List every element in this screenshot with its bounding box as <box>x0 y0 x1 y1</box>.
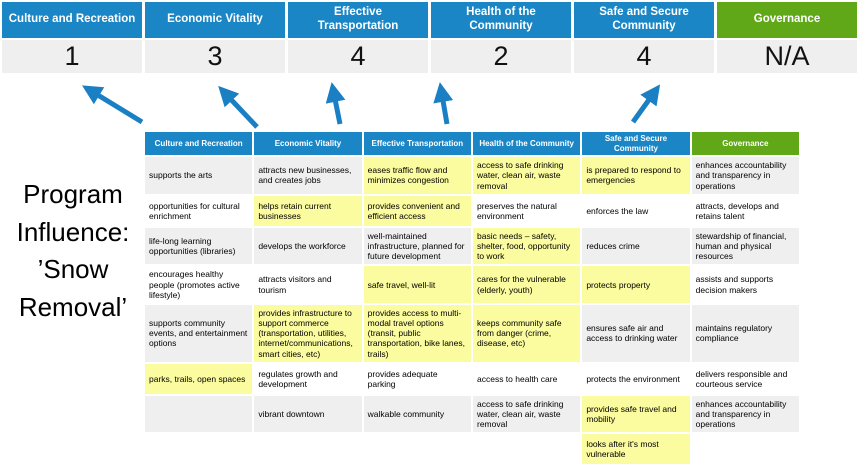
matrix-cell: enhances accountability and transparency in operations <box>692 157 799 194</box>
matrix-cell <box>692 434 799 464</box>
scoreboard <box>2 2 857 73</box>
matrix-cell: helps retain current businesses <box>254 196 361 226</box>
matrix-row <box>145 157 799 194</box>
matrix-cell: regulates growth and development <box>254 364 361 394</box>
matrix-cell: safe travel, well-lit <box>364 266 471 303</box>
score-box-value: 4 <box>288 40 428 73</box>
score-box-value: 4 <box>574 40 714 73</box>
matrix-cell: supports community events, and entertainment options <box>145 305 252 362</box>
score-box-value: 1 <box>2 40 142 73</box>
matrix-cell: is prepared to respond to emergencies <box>582 157 689 194</box>
matrix-cell: keeps community safe from danger (crime, disease, etc) <box>473 305 580 362</box>
matrix-row <box>145 228 799 265</box>
matrix-header-row <box>145 132 799 155</box>
score-box-header: Health of the Community <box>431 2 571 38</box>
matrix-cell: protects the environment <box>582 364 689 394</box>
matrix-cell <box>473 434 580 464</box>
matrix-cell: supports the arts <box>145 157 252 194</box>
influence-table <box>143 130 801 465</box>
matrix-cell: provides infrastructure to support commerce (transportation, utilities, internet/communications, smart cities, etc) <box>254 305 361 362</box>
matrix-column-header: Economic Vitality <box>254 132 361 155</box>
matrix-cell: parks, trails, open spaces <box>145 364 252 394</box>
matrix-column-header: Culture and Recreation <box>145 132 252 155</box>
matrix-cell <box>364 434 471 464</box>
score-box-header: Governance <box>717 2 857 38</box>
matrix-cell: basic needs – safety, shelter, food, opportunity to work <box>473 228 580 265</box>
matrix-cell: well-maintained infrastructure, planned for future development <box>364 228 471 265</box>
matrix-cell: enhances accountability and transparency in operations <box>692 396 799 433</box>
matrix-row <box>145 434 799 464</box>
score-box-header: Safe and Secure Community <box>574 2 714 38</box>
matrix-cell: encourages healthy people (promotes active lifestyle) <box>145 266 252 303</box>
matrix-cell: looks after it's most vulnerable <box>582 434 689 464</box>
matrix-row <box>145 266 799 303</box>
matrix-cell: attracts, develops and retains talent <box>692 196 799 226</box>
matrix-cell: provides access to multi-modal travel options (transit, public transportation, bike lanes, trails) <box>364 305 471 362</box>
matrix-cell: access to safe drinking water, clean air, waste removal <box>473 157 580 194</box>
matrix-cell: maintains regulatory compliance <box>692 305 799 362</box>
matrix-cell: walkable community <box>364 396 471 433</box>
matrix-body <box>145 157 799 464</box>
matrix-row <box>145 364 799 394</box>
matrix-row <box>145 396 799 433</box>
score-box-header: Economic Vitality <box>145 2 285 38</box>
influence-arrow <box>633 90 656 122</box>
matrix-cell: provides convenient and efficient access <box>364 196 471 226</box>
matrix-column-header: Governance <box>692 132 799 155</box>
matrix-cell: opportunities for cultural enrichment <box>145 196 252 226</box>
matrix-cell: eases traffic flow and minimizes congestion <box>364 157 471 194</box>
matrix-cell <box>145 434 252 464</box>
matrix-cell: attracts visitors and tourism <box>254 266 361 303</box>
program-title: Program Influence: ’Snow Removal’ <box>16 179 130 323</box>
influence-arrow <box>223 91 257 127</box>
matrix-cell: develops the workforce <box>254 228 361 265</box>
influence-arrow <box>88 89 142 122</box>
matrix-cell: enforces the law <box>582 196 689 226</box>
matrix-cell: protects property <box>582 266 689 303</box>
matrix-cell: provides adequate parking <box>364 364 471 394</box>
matrix-row <box>145 305 799 362</box>
influence-arrow <box>441 89 447 124</box>
influence-matrix <box>143 130 801 465</box>
score-box-header: Culture and Recreation <box>2 2 142 38</box>
matrix-cell <box>254 434 361 464</box>
score-box-header: Effective Transportation <box>288 2 428 38</box>
matrix-cell: access to safe drinking water, clean air, waste removal <box>473 396 580 433</box>
matrix-cell: reduces crime <box>582 228 689 265</box>
matrix-cell: stewardship of financial, human and physical resources <box>692 228 799 265</box>
matrix-cell: ensures safe air and access to drinking water <box>582 305 689 362</box>
matrix-cell: provides safe travel and mobility <box>582 396 689 433</box>
matrix-column-header: Health of the Community <box>473 132 580 155</box>
matrix-column-header: Safe and Secure Community <box>582 132 689 155</box>
matrix-cell: cares for the vulnerable (elderly, youth) <box>473 266 580 303</box>
matrix-column-header: Effective Transportation <box>364 132 471 155</box>
matrix-cell <box>145 396 252 433</box>
matrix-cell: life-long learning opportunities (libraries) <box>145 228 252 265</box>
matrix-cell: attracts new businesses, and creates jobs <box>254 157 361 194</box>
matrix-cell: vibrant downtown <box>254 396 361 433</box>
matrix-cell: delivers responsible and courteous service <box>692 364 799 394</box>
matrix-cell: access to health care <box>473 364 580 394</box>
influence-arrow <box>333 89 340 124</box>
score-box-value: 3 <box>145 40 285 73</box>
matrix-cell: assists and supports decision makers <box>692 266 799 303</box>
score-box-value: 2 <box>431 40 571 73</box>
matrix-row <box>145 196 799 226</box>
score-box-value: N/A <box>717 40 857 73</box>
matrix-cell: preserves the natural environment <box>473 196 580 226</box>
